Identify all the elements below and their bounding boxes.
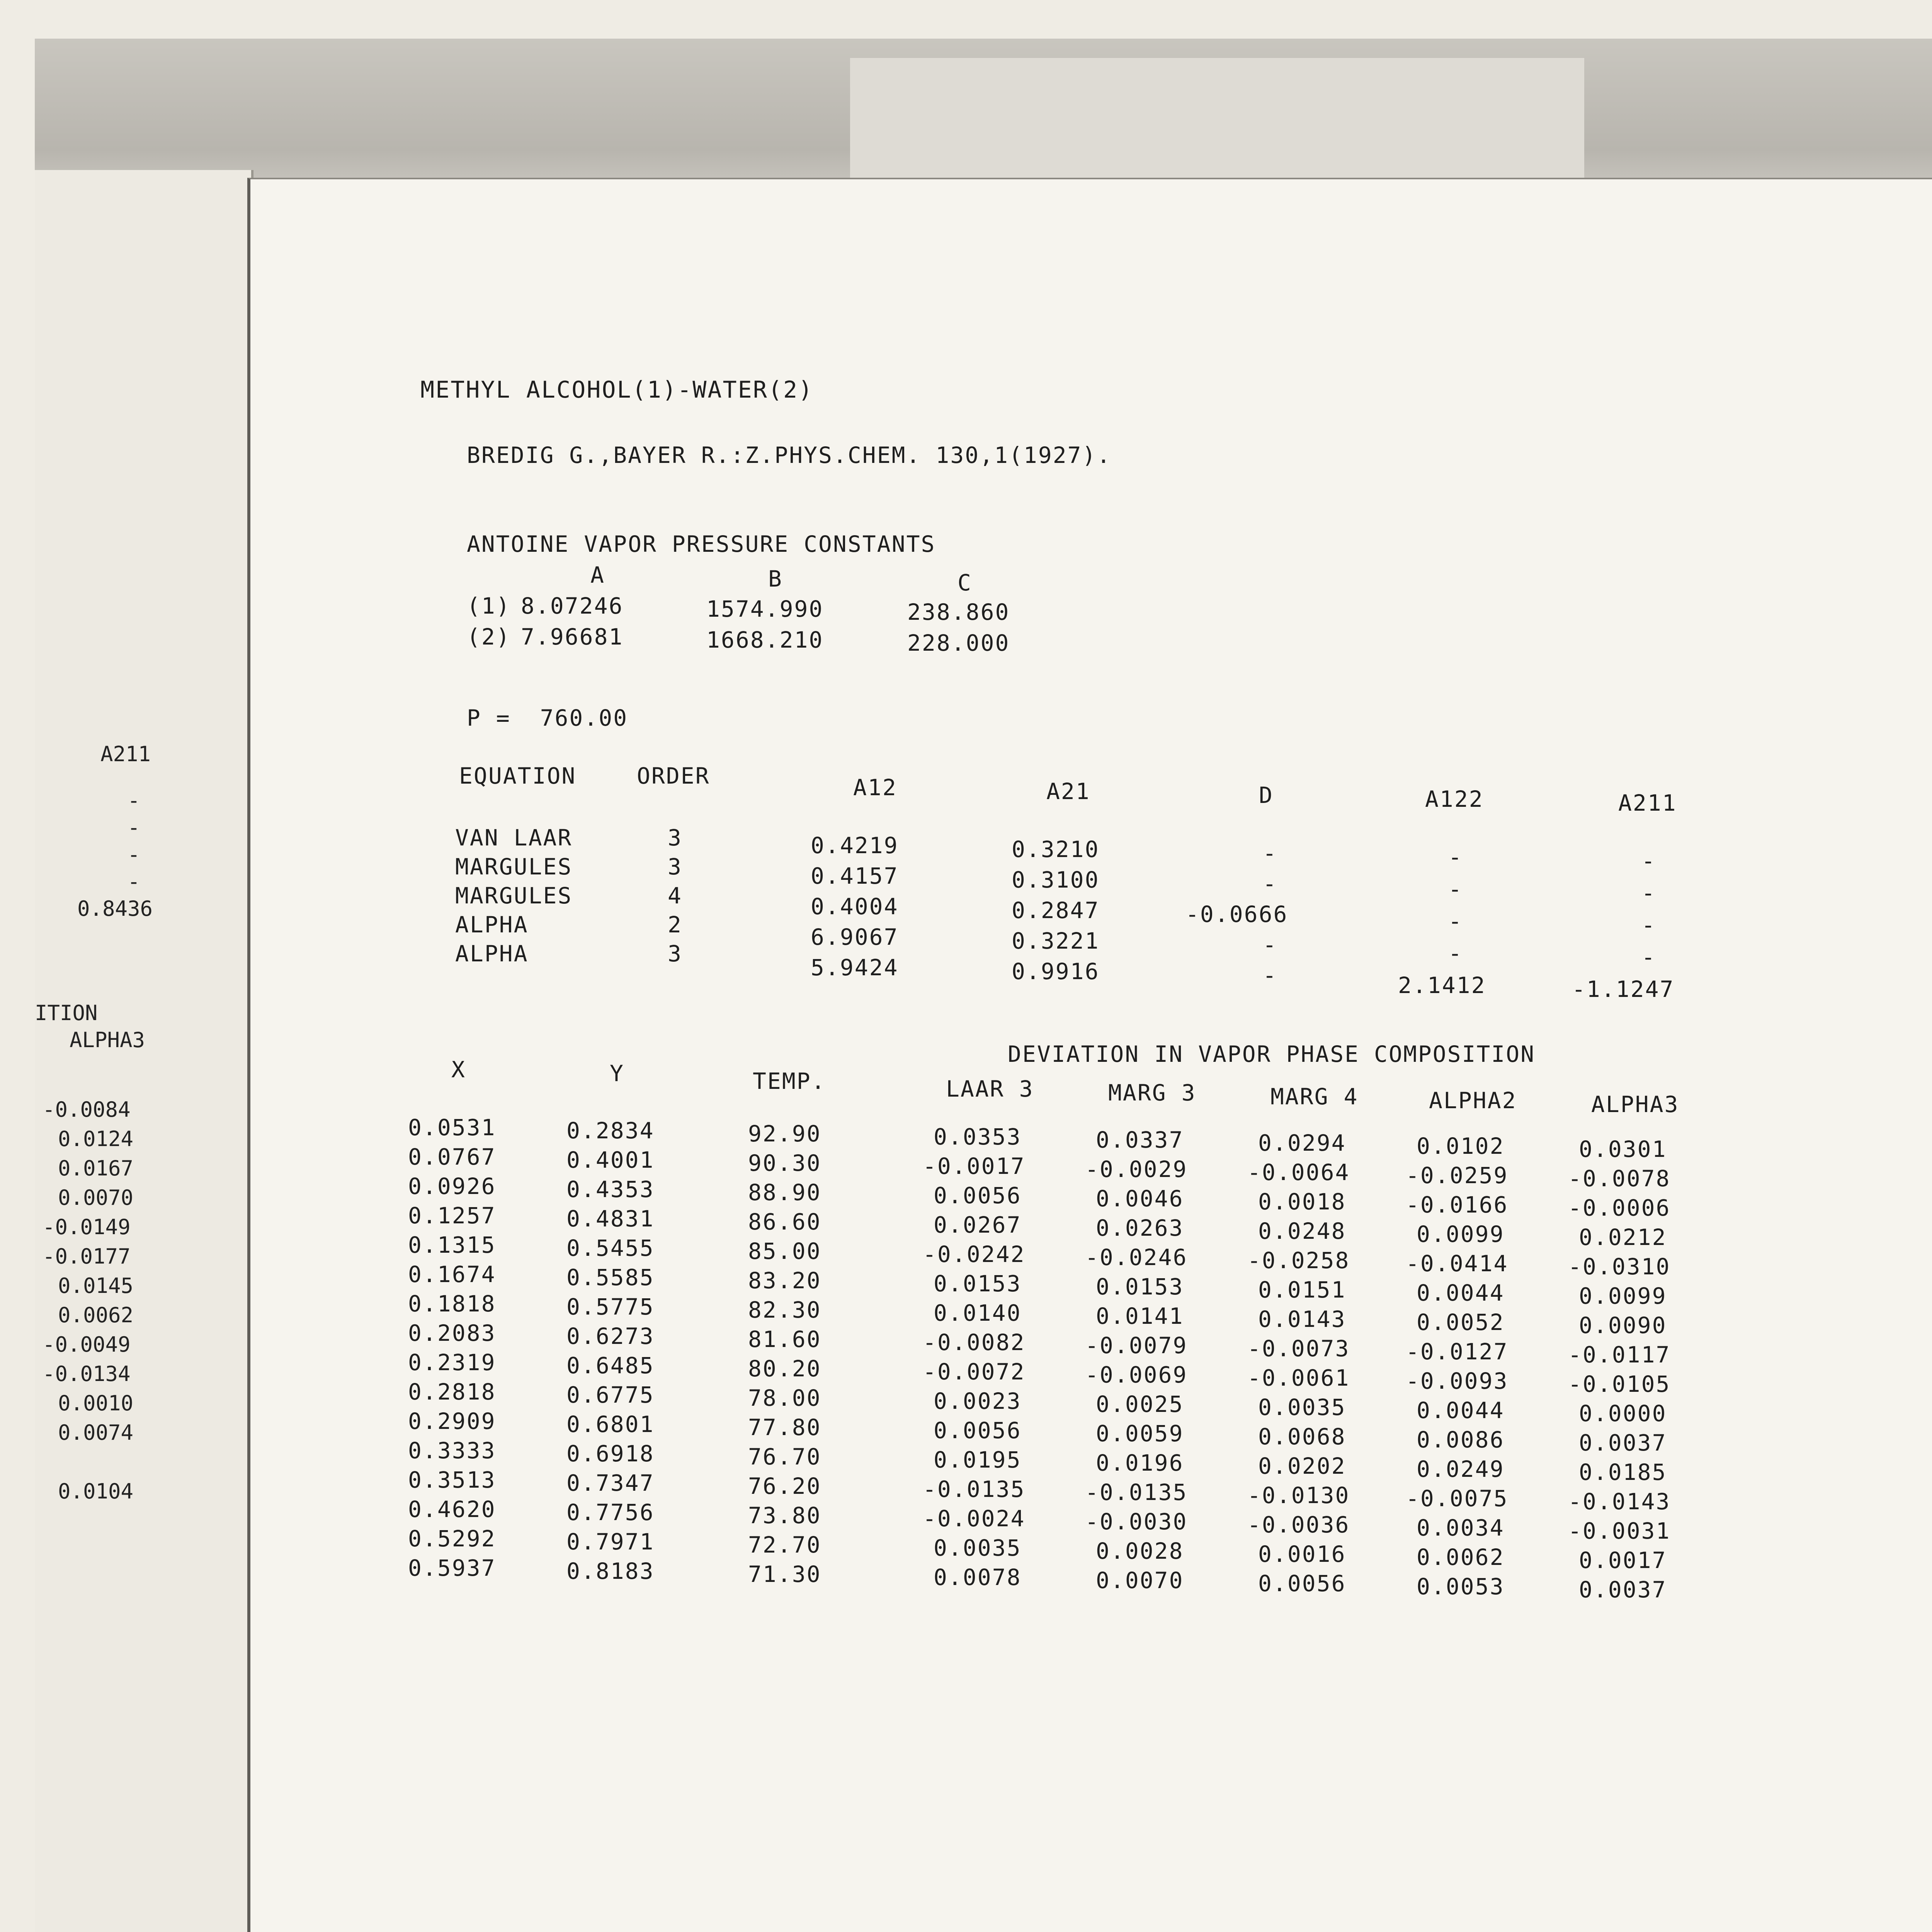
dev-header-y: Y bbox=[610, 1060, 624, 1087]
dev-y-value: 0.6775 bbox=[566, 1382, 655, 1408]
dev-x-value: 0.4620 bbox=[408, 1496, 496, 1522]
left-alpha3-value: -0.0084 bbox=[43, 1097, 131, 1122]
dev-marg3-value: -0.0135 bbox=[1085, 1479, 1188, 1505]
dev-alpha3-value: -0.0078 bbox=[1568, 1165, 1671, 1192]
dev-y-value: 0.4353 bbox=[566, 1176, 655, 1202]
dev-temp-value: 78.00 bbox=[748, 1385, 821, 1411]
eq-order: 4 bbox=[668, 883, 682, 909]
dev-alpha3-value: 0.0000 bbox=[1579, 1400, 1667, 1427]
dev-temp-value: 71.30 bbox=[748, 1561, 821, 1587]
dev-temp-value: 76.70 bbox=[748, 1444, 821, 1470]
eq-a21-value: 0.3221 bbox=[1012, 928, 1100, 954]
left-alpha3-value: -0.0149 bbox=[43, 1215, 131, 1239]
eq-d-value: - bbox=[1263, 962, 1277, 988]
left-alpha3-value: 0.0074 bbox=[58, 1420, 134, 1445]
dev-marg3-value: 0.0141 bbox=[1096, 1303, 1184, 1329]
dev-header-temp: TEMP. bbox=[753, 1068, 826, 1094]
eq-order: 2 bbox=[668, 912, 682, 938]
eq-equation-name: MARGULES bbox=[455, 883, 573, 909]
dev-x-value: 0.5292 bbox=[408, 1526, 496, 1552]
dev-x-value: 0.1257 bbox=[408, 1202, 496, 1229]
dev-temp-value: 88.90 bbox=[748, 1179, 821, 1206]
eq-a12-value: 6.9067 bbox=[811, 924, 899, 950]
antoine-a-value: 7.96681 bbox=[521, 624, 624, 650]
dev-marg4-value: -0.0258 bbox=[1247, 1247, 1350, 1274]
eq-header-equation: EQUATION bbox=[459, 763, 577, 789]
dev-marg3-value: 0.0028 bbox=[1096, 1538, 1184, 1564]
antoine-c-value: 228.000 bbox=[907, 630, 1010, 656]
dev-alpha2-value: 0.0249 bbox=[1417, 1456, 1505, 1482]
eq-order: 3 bbox=[668, 854, 682, 880]
left-a211-value: - bbox=[128, 788, 140, 813]
dev-marg4-value: -0.0061 bbox=[1247, 1365, 1350, 1391]
dev-alpha2-value: -0.0127 bbox=[1406, 1338, 1509, 1365]
dev-alpha3-value: 0.0212 bbox=[1579, 1224, 1667, 1250]
eq-header-a122: A122 bbox=[1425, 786, 1484, 812]
deviation-heading: DEVIATION IN VAPOR PHASE COMPOSITION bbox=[1008, 1041, 1536, 1067]
dev-alpha2-value: -0.0075 bbox=[1406, 1485, 1509, 1512]
dev-laar3-value: 0.0056 bbox=[934, 1182, 1022, 1209]
dev-alpha2-value: -0.0166 bbox=[1406, 1192, 1509, 1218]
eq-d-value: - bbox=[1263, 932, 1277, 958]
eq-equation-name: ALPHA bbox=[455, 912, 529, 938]
eq-a12-value: 0.4219 bbox=[811, 832, 899, 859]
eq-a211-value: - bbox=[1641, 848, 1656, 874]
dev-temp-value: 72.70 bbox=[748, 1532, 821, 1558]
dev-x-value: 0.1818 bbox=[408, 1291, 496, 1317]
eq-a12-value: 5.9424 bbox=[811, 954, 899, 981]
dev-alpha3-value: 0.0185 bbox=[1579, 1459, 1667, 1485]
antoine-c-value: 238.860 bbox=[907, 599, 1010, 625]
antoine-col-b: B bbox=[768, 566, 783, 592]
dev-marg4-value: 0.0018 bbox=[1258, 1189, 1346, 1215]
dev-alpha3-value: 0.0037 bbox=[1579, 1577, 1667, 1603]
dev-marg4-value: 0.0248 bbox=[1258, 1218, 1346, 1244]
dev-temp-value: 77.80 bbox=[748, 1414, 821, 1440]
left-alpha3-header: ALPHA3 bbox=[70, 1028, 145, 1052]
eq-a122-value: - bbox=[1448, 940, 1463, 966]
dev-alpha2-value: 0.0034 bbox=[1417, 1515, 1505, 1541]
dev-laar3-value: -0.0017 bbox=[923, 1153, 1026, 1179]
dev-marg4-value: -0.0036 bbox=[1247, 1512, 1350, 1538]
dev-x-value: 0.2319 bbox=[408, 1349, 496, 1376]
eq-a211-value: - bbox=[1641, 880, 1656, 906]
dev-x-value: 0.1674 bbox=[408, 1261, 496, 1287]
dev-temp-value: 80.20 bbox=[748, 1355, 821, 1382]
dev-y-value: 0.4831 bbox=[566, 1206, 655, 1232]
dev-y-value: 0.2834 bbox=[566, 1117, 655, 1144]
dev-marg3-value: 0.0059 bbox=[1096, 1420, 1184, 1447]
dev-alpha3-value: -0.0143 bbox=[1568, 1488, 1671, 1515]
left-alpha3-value: 0.0124 bbox=[58, 1127, 134, 1151]
dev-header-laar3: LAAR 3 bbox=[946, 1076, 1034, 1102]
dev-x-value: 0.3513 bbox=[408, 1467, 496, 1493]
dev-alpha3-value: -0.0031 bbox=[1568, 1518, 1671, 1544]
dev-alpha3-value: 0.0090 bbox=[1579, 1312, 1667, 1338]
dev-alpha3-value: 0.0037 bbox=[1579, 1430, 1667, 1456]
eq-order: 3 bbox=[668, 940, 682, 967]
dev-alpha2-value: 0.0099 bbox=[1417, 1221, 1505, 1247]
dev-temp-value: 83.20 bbox=[748, 1267, 821, 1294]
left-alpha3-value: 0.0145 bbox=[58, 1274, 134, 1298]
eq-d-value: - bbox=[1263, 871, 1277, 897]
dev-y-value: 0.4001 bbox=[566, 1147, 655, 1173]
dev-marg3-value: -0.0069 bbox=[1085, 1362, 1188, 1388]
left-section-head: ITION bbox=[35, 1001, 98, 1025]
dev-marg4-value: 0.0056 bbox=[1258, 1570, 1346, 1597]
dev-laar3-value: 0.0056 bbox=[934, 1417, 1022, 1444]
dev-alpha3-value: 0.0099 bbox=[1579, 1283, 1667, 1309]
dev-x-value: 0.3333 bbox=[408, 1437, 496, 1464]
eq-a122-value: - bbox=[1448, 844, 1463, 870]
dev-marg4-value: -0.0073 bbox=[1247, 1335, 1350, 1362]
left-alpha3-value: 0.0070 bbox=[58, 1185, 134, 1210]
dev-alpha3-value: 0.0301 bbox=[1579, 1136, 1667, 1162]
dev-alpha2-value: 0.0086 bbox=[1417, 1427, 1505, 1453]
dev-temp-value: 73.80 bbox=[748, 1502, 821, 1529]
dev-laar3-value: 0.0140 bbox=[934, 1300, 1022, 1326]
dev-x-value: 0.2909 bbox=[408, 1408, 496, 1434]
page-title: METHYL ALCOHOL(1)-WATER(2) bbox=[420, 376, 814, 403]
pressure-value: P = 760.00 bbox=[467, 705, 628, 731]
left-a211-value: 0.8436 bbox=[77, 896, 153, 921]
eq-header-a12: A12 bbox=[853, 774, 897, 801]
antoine-a-value: 8.07246 bbox=[521, 593, 624, 619]
dev-marg3-value: -0.0079 bbox=[1085, 1332, 1188, 1359]
dev-alpha2-value: 0.0044 bbox=[1417, 1280, 1505, 1306]
dev-temp-value: 86.60 bbox=[748, 1209, 821, 1235]
dev-marg4-value: -0.0064 bbox=[1247, 1159, 1350, 1185]
dev-header-marg3: MARG 3 bbox=[1108, 1080, 1196, 1106]
dev-laar3-value: 0.0353 bbox=[934, 1124, 1022, 1150]
dev-laar3-value: 0.0267 bbox=[934, 1212, 1022, 1238]
eq-equation-name: MARGULES bbox=[455, 854, 573, 880]
left-alpha3-value: 0.0104 bbox=[58, 1479, 134, 1503]
dev-marg4-value: -0.0130 bbox=[1247, 1482, 1350, 1509]
dev-alpha3-value: -0.0006 bbox=[1568, 1195, 1671, 1221]
dev-alpha2-value: 0.0044 bbox=[1417, 1397, 1505, 1423]
left-a211-value: - bbox=[128, 815, 140, 840]
dev-temp-value: 92.90 bbox=[748, 1121, 821, 1147]
dev-x-value: 0.2818 bbox=[408, 1379, 496, 1405]
left-alpha3-value: -0.0177 bbox=[43, 1244, 131, 1269]
dev-marg4-value: 0.0294 bbox=[1258, 1130, 1346, 1156]
dev-marg4-value: 0.0202 bbox=[1258, 1453, 1346, 1479]
dev-marg3-value: -0.0030 bbox=[1085, 1509, 1188, 1535]
eq-order: 3 bbox=[668, 825, 682, 851]
dev-header-alpha3: ALPHA3 bbox=[1591, 1091, 1679, 1117]
dev-alpha2-value: -0.0093 bbox=[1406, 1368, 1509, 1394]
dev-laar3-value: -0.0135 bbox=[923, 1476, 1026, 1502]
antoine-col-c: C bbox=[957, 570, 972, 596]
antoine-col-a: A bbox=[590, 562, 605, 588]
dev-alpha2-value: -0.0259 bbox=[1406, 1162, 1509, 1189]
dev-alpha2-value: 0.0062 bbox=[1417, 1544, 1505, 1570]
dev-x-value: 0.0531 bbox=[408, 1114, 496, 1141]
dev-marg3-value: 0.0337 bbox=[1096, 1127, 1184, 1153]
dev-x-value: 0.5937 bbox=[408, 1555, 496, 1581]
eq-a21-value: 0.2847 bbox=[1012, 897, 1100, 923]
dev-laar3-value: 0.0023 bbox=[934, 1388, 1022, 1414]
left-alpha3-value: 0.0062 bbox=[58, 1303, 134, 1327]
eq-equation-name: VAN LAAR bbox=[455, 825, 573, 851]
left-alpha3-value: 0.0167 bbox=[58, 1156, 134, 1180]
antoine-row-id: (1) bbox=[467, 593, 511, 619]
dev-x-value: 0.1315 bbox=[408, 1232, 496, 1258]
dev-temp-value: 82.30 bbox=[748, 1297, 821, 1323]
dev-y-value: 0.6273 bbox=[566, 1323, 655, 1349]
dev-y-value: 0.8183 bbox=[566, 1558, 655, 1584]
dev-header-x: X bbox=[451, 1056, 466, 1083]
antoine-b-value: 1668.210 bbox=[706, 627, 824, 653]
antoine-row-id: (2) bbox=[467, 624, 511, 650]
dev-marg3-value: 0.0263 bbox=[1096, 1215, 1184, 1241]
eq-a21-value: 0.3210 bbox=[1012, 836, 1100, 862]
dev-alpha2-value: 0.0052 bbox=[1417, 1309, 1505, 1335]
dev-marg4-value: 0.0016 bbox=[1258, 1541, 1346, 1567]
left-alpha3-value: 0.0010 bbox=[58, 1391, 134, 1415]
dev-y-value: 0.6801 bbox=[566, 1411, 655, 1437]
dev-x-value: 0.0926 bbox=[408, 1173, 496, 1199]
dev-laar3-value: 0.0153 bbox=[934, 1270, 1022, 1297]
dev-y-value: 0.5455 bbox=[566, 1235, 655, 1261]
dev-y-value: 0.7347 bbox=[566, 1470, 655, 1496]
dev-y-value: 0.6485 bbox=[566, 1352, 655, 1379]
dev-laar3-value: 0.0035 bbox=[934, 1535, 1022, 1561]
dev-temp-value: 85.00 bbox=[748, 1238, 821, 1264]
eq-a211-value: -1.1247 bbox=[1572, 976, 1675, 1002]
dev-marg3-value: 0.0153 bbox=[1096, 1274, 1184, 1300]
dev-marg3-value: -0.0029 bbox=[1085, 1156, 1188, 1182]
left-a211-value: - bbox=[128, 842, 140, 867]
dev-marg3-value: 0.0025 bbox=[1096, 1391, 1184, 1417]
dev-marg4-value: 0.0143 bbox=[1258, 1306, 1346, 1332]
dev-laar3-value: 0.0078 bbox=[934, 1564, 1022, 1590]
eq-a21-value: 0.3100 bbox=[1012, 867, 1100, 893]
eq-d-value: -0.0666 bbox=[1185, 901, 1288, 927]
dev-alpha3-value: -0.0310 bbox=[1568, 1253, 1671, 1280]
eq-a211-value: - bbox=[1641, 944, 1656, 970]
left-alpha3-value: -0.0049 bbox=[43, 1332, 131, 1357]
dev-x-value: 0.2083 bbox=[408, 1320, 496, 1346]
eq-a12-value: 0.4157 bbox=[811, 863, 899, 889]
dev-y-value: 0.5585 bbox=[566, 1264, 655, 1291]
reference-citation: BREDIG G.,BAYER R.:Z.PHYS.CHEM. 130,1(1927). bbox=[467, 442, 1112, 468]
eq-d-value: - bbox=[1263, 840, 1277, 866]
antoine-heading: ANTOINE VAPOR PRESSURE CONSTANTS bbox=[467, 531, 936, 557]
eq-a122-value: - bbox=[1448, 908, 1463, 934]
dev-y-value: 0.6918 bbox=[566, 1440, 655, 1467]
dev-y-value: 0.7756 bbox=[566, 1499, 655, 1526]
dev-header-alpha2: ALPHA2 bbox=[1429, 1087, 1517, 1114]
antoine-b-value: 1574.990 bbox=[706, 596, 824, 622]
dev-alpha2-value: 0.0102 bbox=[1417, 1133, 1505, 1159]
document-page bbox=[247, 178, 1932, 1932]
eq-header-a211: A211 bbox=[1618, 790, 1677, 816]
dev-alpha3-value: -0.0105 bbox=[1568, 1371, 1671, 1397]
eq-header-d: D bbox=[1259, 782, 1274, 808]
eq-header-a21: A21 bbox=[1046, 778, 1090, 804]
dev-laar3-value: 0.0195 bbox=[934, 1447, 1022, 1473]
dev-temp-value: 90.30 bbox=[748, 1150, 821, 1176]
dev-laar3-value: -0.0072 bbox=[923, 1359, 1026, 1385]
left-alpha3-value: -0.0134 bbox=[43, 1362, 131, 1386]
dev-marg3-value: -0.0246 bbox=[1085, 1244, 1188, 1270]
dev-y-value: 0.5775 bbox=[566, 1294, 655, 1320]
dev-alpha3-value: -0.0117 bbox=[1568, 1342, 1671, 1368]
dev-laar3-value: -0.0242 bbox=[923, 1241, 1026, 1267]
dev-header-marg4: MARG 4 bbox=[1270, 1083, 1359, 1110]
dev-marg4-value: 0.0068 bbox=[1258, 1423, 1346, 1450]
dev-x-value: 0.0767 bbox=[408, 1144, 496, 1170]
dev-marg3-value: 0.0070 bbox=[1096, 1567, 1184, 1594]
dev-laar3-value: -0.0024 bbox=[923, 1505, 1026, 1532]
eq-header-order: ORDER bbox=[637, 763, 710, 789]
dev-temp-value: 76.20 bbox=[748, 1473, 821, 1499]
dev-alpha3-value: 0.0017 bbox=[1579, 1547, 1667, 1573]
eq-equation-name: ALPHA bbox=[455, 940, 529, 967]
left-a211-header: A211 bbox=[100, 742, 151, 766]
eq-a21-value: 0.9916 bbox=[1012, 958, 1100, 985]
dev-marg4-value: 0.0151 bbox=[1258, 1277, 1346, 1303]
eq-a122-value: - bbox=[1448, 876, 1463, 902]
dev-y-value: 0.7971 bbox=[566, 1529, 655, 1555]
left-page-fragment bbox=[35, 170, 253, 1932]
eq-a122-value: 2.1412 bbox=[1398, 972, 1486, 998]
left-a211-value: - bbox=[128, 869, 140, 894]
eq-a211-value: - bbox=[1641, 912, 1656, 938]
dev-marg4-value: 0.0035 bbox=[1258, 1394, 1346, 1420]
dev-marg3-value: 0.0196 bbox=[1096, 1450, 1184, 1476]
dev-marg3-value: 0.0046 bbox=[1096, 1185, 1184, 1212]
dev-alpha2-value: -0.0414 bbox=[1406, 1250, 1509, 1277]
dev-alpha2-value: 0.0053 bbox=[1417, 1573, 1505, 1600]
eq-a12-value: 0.4004 bbox=[811, 893, 899, 920]
dev-laar3-value: -0.0082 bbox=[923, 1329, 1026, 1355]
dev-temp-value: 81.60 bbox=[748, 1326, 821, 1352]
